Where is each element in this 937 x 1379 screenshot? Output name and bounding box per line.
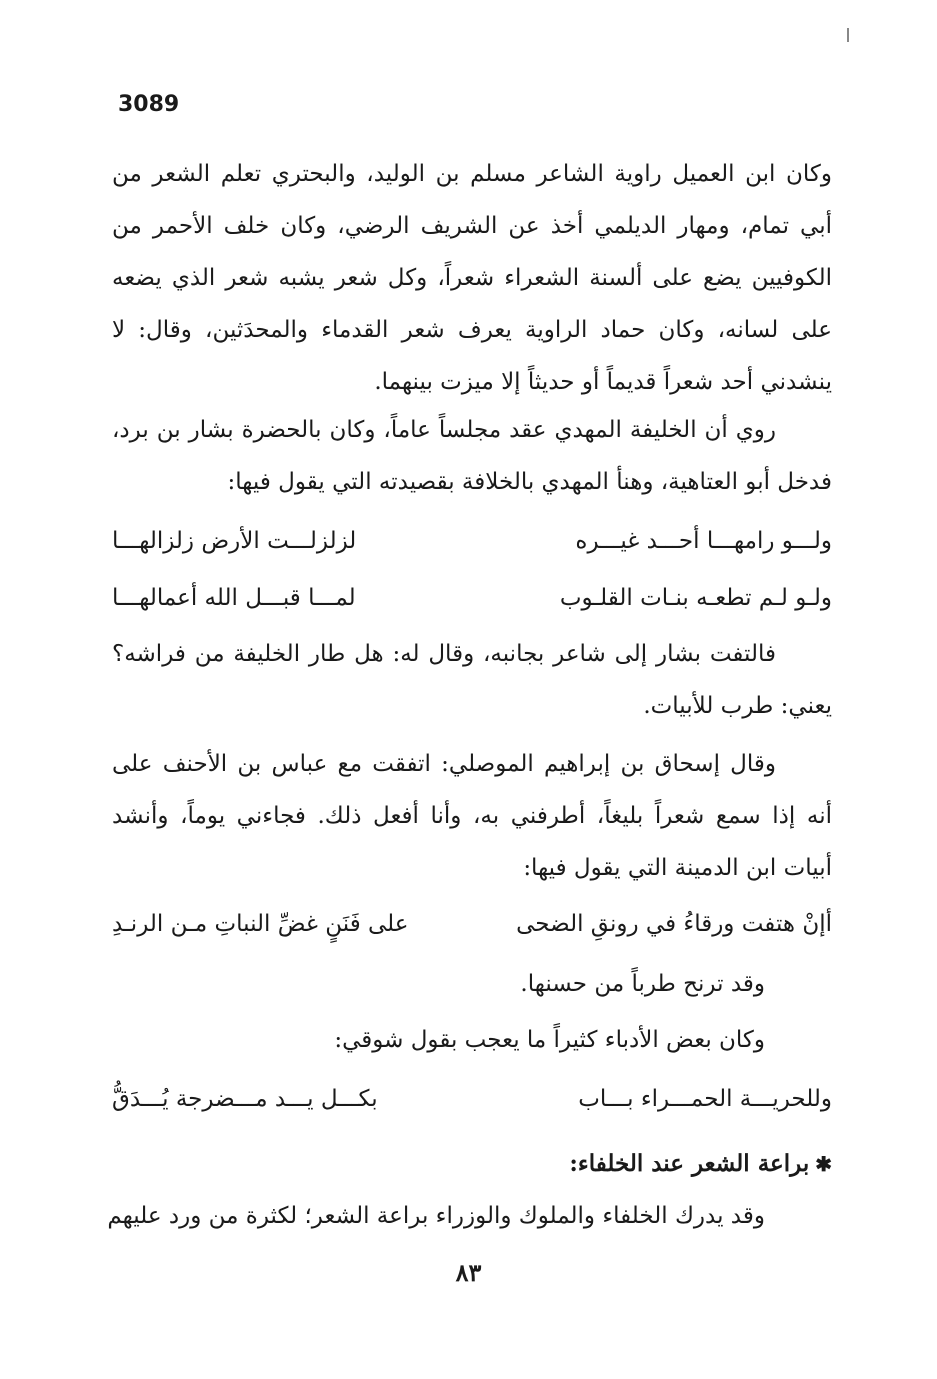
verse-2-second-hemistich: لمـــا قبـــل الله أعمالهـــا [112, 585, 356, 611]
scan-mark [847, 28, 849, 42]
page-number-bottom: ٨٣ [455, 1258, 482, 1287]
verse-4 [112, 1073, 832, 1125]
paragraph-1: وكان ابن العميل راوية الشاعر مسلم بن الوليد، والبحتري تعلم الشعر من أبي تمام، ومهار الديلمي أخذ عن الشريف الرضي، وكان خلف الأحمر من الكوفيين يضع على ألسنة الشعراء شعراً، وكل شعر يشبه شعر الذي يضعه على لسانه، وكان حماد الراوية يعرف شعر القدماء والمحدَثين، وقال: لا ينشدني أحد شعراً قديماً أو حديثاً إلا ميزت بينهما. [112, 161, 832, 395]
paragraph-4-block [112, 738, 832, 894]
line-before-verse-4: وكان بعض الأدباء كثيراً ما يعجب بقول شوقي: [334, 1027, 765, 1053]
section-heading [569, 1138, 832, 1190]
section-heading-text: براعة الشعر عند الخلفاء: [569, 1150, 810, 1177]
verse-3-first-hemistich: أإنْ هتفت ورقاءُ في رونقِ الضحى [516, 911, 832, 937]
line-after-verse-3: وقد ترنح طرباً من حسنها. [520, 971, 765, 997]
verse-4-first-hemistich: وللحريـــة الحمـــراء بـــاب [578, 1086, 832, 1112]
verse-1-first-hemistich: ولـــو رامهـــا أحـــد غيـــره [575, 528, 832, 554]
page-number-top: 3089 [118, 92, 180, 117]
paragraph-2: روي أن الخليفة المهدي عقد مجلساً عاماً، وكان بالحضرة بشار بن برد، فدخل أبو العتاهية، وهنأ المهدي بالخلافة بقصيدته التي يقول فيها: [112, 417, 832, 495]
paragraph-3: فالتفت بشار إلى شاعر بجانبه، وقال له: هل طار الخليفة من فراشه؟ يعني: طرب للأبيات. [112, 641, 832, 719]
paragraph-5: وقد يدرك الخلفاء والملوك والوزراء براعة الشعر؛ لكثرة من ورد عليهم [107, 1203, 765, 1229]
verse-2 [112, 572, 832, 624]
verse-3 [112, 898, 832, 950]
paragraph-4: وقال إسحاق بن إبراهيم الموصلي: اتفقت مع عباس بن الأحنف على أنه إذا سمع شعراً بليغاً، أطرفني به، وأنا أفعل ذلك. فجاءني يوماً، وأنشد أبيات ابن الدمينة التي يقول فيها: [112, 751, 832, 881]
verse-1-second-hemistich: لزلزلـــت الأرض زلزالهـــا [112, 528, 357, 554]
asterisk-icon: ✱ [815, 1152, 832, 1176]
paragraph-3-block [112, 628, 832, 732]
verse-3-second-hemistich: على فَنَنٍ غضِّ النباتِ مـن الرنـدِ [112, 911, 409, 937]
verse-1 [112, 515, 832, 567]
verse-4-second-hemistich: بكـــل يـــد مـــضرجة يُـــدَقُّ [112, 1086, 378, 1112]
paragraph-2-block [112, 404, 832, 508]
verse-2-first-hemistich: ولـو لـم تطعـه بنـات القلـوب [559, 585, 832, 611]
paragraph-1-block [112, 148, 832, 408]
